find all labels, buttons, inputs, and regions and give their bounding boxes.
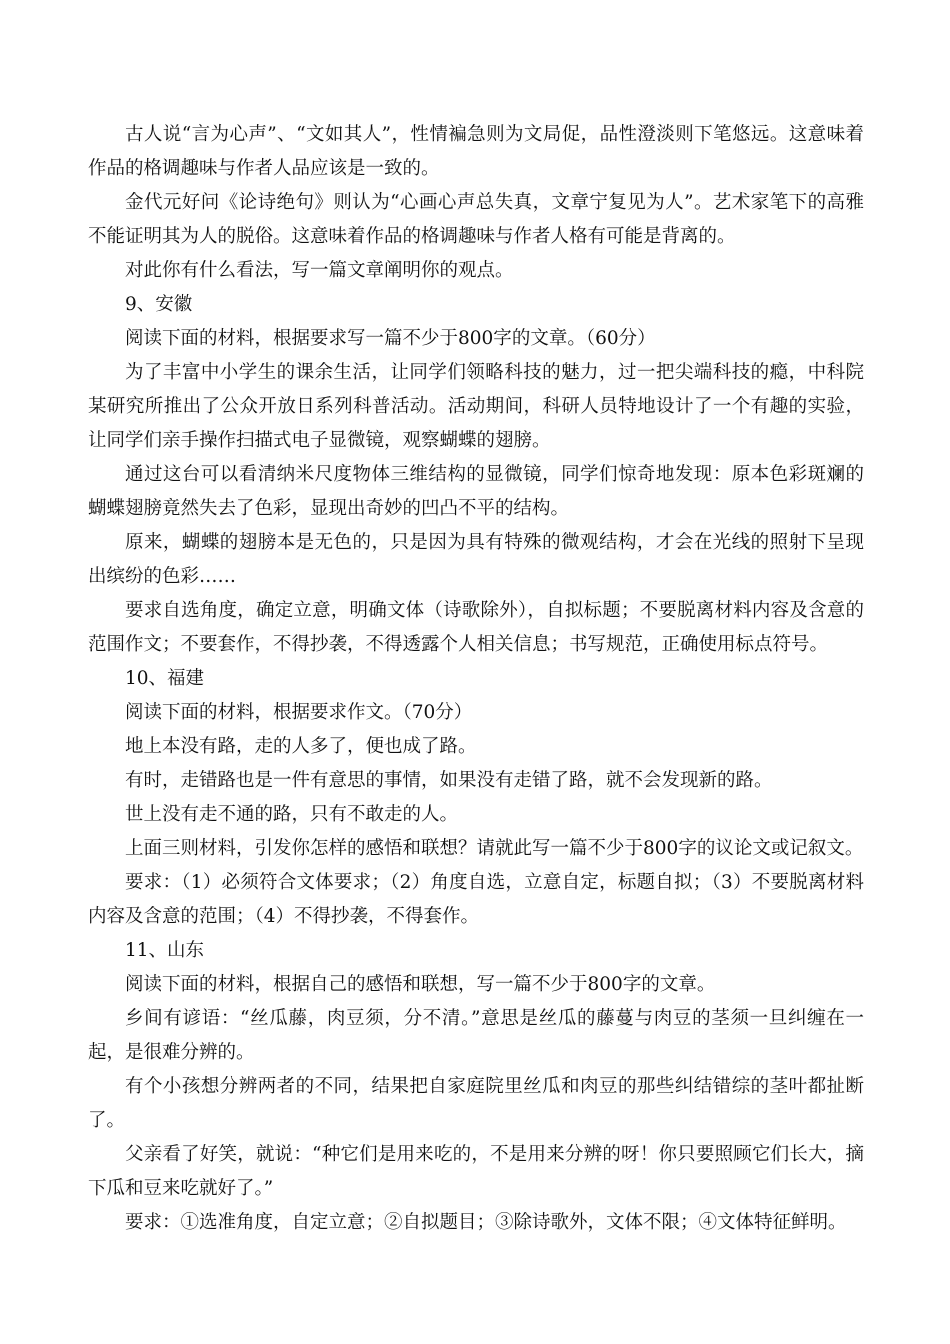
document-page [88, 118, 864, 1240]
paragraph-18: 阅读下面的材料，根据自己的感悟和联想，写一篇不少于800字的文章。 [125, 974, 716, 995]
paragraph-12: 地上本没有路，走的人多了，便也成了路。 [125, 736, 477, 757]
paragraph-5: 阅读下面的材料，根据要求写一篇不少于800字的文章。（60分） [125, 328, 656, 349]
paragraph-13: 有时，走错路也是一件有意思的事情，如果没有走错了路，就不会发现新的路。 [125, 770, 773, 791]
paragraph-6: 为了丰富中小学生的课余生活，让同学们领略科技的魅力，过一把尖端科技的瘾，中科院某研究所推出了公众开放日系列科普活动。活动期间，科研人员特地设计了一个有趣的实验，让同学们亲手操作扫描式电子显微镜，观察蝴蝶的翅膀。 [88, 362, 864, 451]
paragraph-9: 要求自选角度，确定立意，明确文体（诗歌除外），自拟标题；不要脱离材料内容及含意的范围作文；不要套作，不得抄袭，不得透露个人相关信息；书写规范，正确使用标点符号。 [88, 600, 864, 655]
paragraph-21: 父亲看了好笑，就说：“种它们是用来吃的，不是用来分辨的呀！你只要照顾它们长大，摘下瓜和豆来吃就好了。” [88, 1144, 864, 1199]
paragraph-14: 世上没有走不通的路，只有不敢走的人。 [125, 804, 459, 825]
section-heading-fujian: 10、福建 [125, 668, 205, 689]
paragraph-7: 通过这台可以看清纳米尺度物体三维结构的显微镜，同学们惊奇地发现：原本色彩斑斓的蝴蝶翅膀竟然失去了色彩，显现出奇妙的凹凸不平的结构。 [88, 464, 864, 519]
paragraph-19: 乡间有谚语：“丝瓜藤，肉豆须，分不清。”意思是丝瓜的藤蔓与肉豆的茎须一旦纠缠在一起，是很难分辨的。 [88, 1008, 864, 1063]
paragraph-16: 要求：（1）必须符合文体要求；（2）角度自选，立意自定，标题自拟；（3）不要脱离材料内容及含意的范围；（4）不得抄袭，不得套作。 [88, 872, 864, 927]
section-heading-shandong: 11、山东 [125, 940, 205, 961]
paragraph-1: 古人说“言为心声”、“文如其人”，性情褊急则为文局促，品性澄淡则下笔悠远。这意味着作品的格调趣味与作者人品应该是一致的。 [88, 124, 864, 179]
paragraph-15: 上面三则材料，引发你怎样的感悟和联想？请就此写一篇不少于800字的议论文或记叙文。 [125, 838, 864, 859]
paragraph-22: 要求：①选准角度，自定立意；②自拟题目；③除诗歌外，文体不限；④文体特征鲜明。 [125, 1212, 847, 1233]
paragraph-8: 原来，蝴蝶的翅膀本是无色的，只是因为具有特殊的微观结构，才会在光线的照射下呈现出缤纷的色彩…… [88, 532, 864, 587]
section-heading-anhui: 9、安徽 [125, 294, 193, 315]
paragraph-11: 阅读下面的材料，根据要求作文。（70分） [125, 702, 473, 723]
paragraph-3: 对此你有什么看法，写一篇文章阐明你的观点。 [125, 260, 514, 281]
paragraph-2: 金代元好问《论诗绝句》则认为“心画心声总失真，文章宁复见为人”。艺术家笔下的高雅不能证明其为人的脱俗。这意味着作品的格调趣味与作者人格有可能是背离的。 [88, 192, 864, 247]
paragraph-20: 有个小孩想分辨两者的不同，结果把自家庭院里丝瓜和肉豆的那些纠结错综的茎叶都扯断了。 [88, 1076, 864, 1131]
